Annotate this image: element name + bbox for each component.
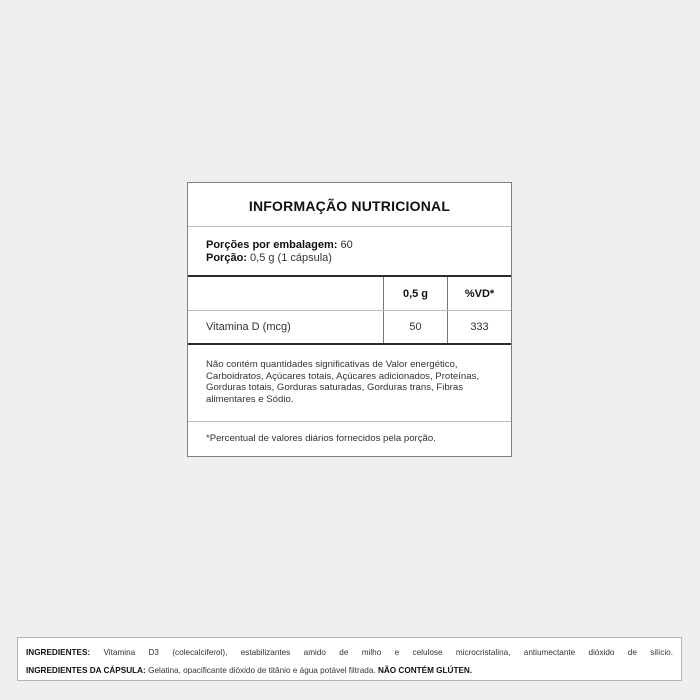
serving-size-value: 0,5 g (1 cápsula) [246, 252, 332, 264]
servings-per-package-label: Porções por embalagem: [206, 239, 338, 251]
nutrient-amount: 50 [384, 311, 448, 343]
ingredients-label: INGREDIENTES: [26, 648, 91, 657]
ingredients-line [26, 644, 673, 662]
gluten-notice: NÃO CONTÉM GLÚTEN. [377, 666, 473, 675]
serving-size [206, 252, 511, 265]
capsule-ingredients-line [26, 662, 673, 680]
daily-value-footnote: *Percentual de valores diários fornecidos pela porção. [206, 433, 436, 444]
nutrition-facts-panel [187, 182, 512, 457]
table-header-row [188, 277, 511, 311]
serving-size-label: Porção: [206, 252, 247, 264]
serving-info [188, 228, 511, 277]
ingredients-text: Vitamina D3 (colecalciferol), estabilizantes amido de milho e celulose microcristalina, antiumectante dióxido de silício. [90, 648, 673, 657]
capsule-ingredients-label: INGREDIENTES DA CÁPSULA: [26, 666, 146, 675]
ingredients-box [17, 637, 682, 681]
servings-per-package-value: 60 [337, 239, 353, 251]
header-nutrient [188, 277, 384, 310]
panel-title: INFORMAÇÃO NUTRICIONAL [188, 183, 511, 227]
nutrient-name: Vitamina D (mcg) [188, 311, 384, 343]
capsule-ingredients-text: Gelatina, opacificante dióxido de titânio e água potável filtrada. [145, 666, 378, 675]
header-amount: 0,5 g [384, 277, 448, 310]
nutrient-daily-value: 333 [470, 321, 489, 333]
insignificant-amounts-note: Não contém quantidades significativas de Valor energético, Carboidratos, Açúcares totais, Açúcares adicionados, Proteínas, Gorduras totais, Gorduras saturadas, Gorduras trans, Fibras alimentares e Sódio. [188, 345, 511, 422]
header-daily-value: %VD* [464, 287, 495, 300]
servings-per-package [206, 239, 511, 252]
table-row [188, 311, 511, 345]
